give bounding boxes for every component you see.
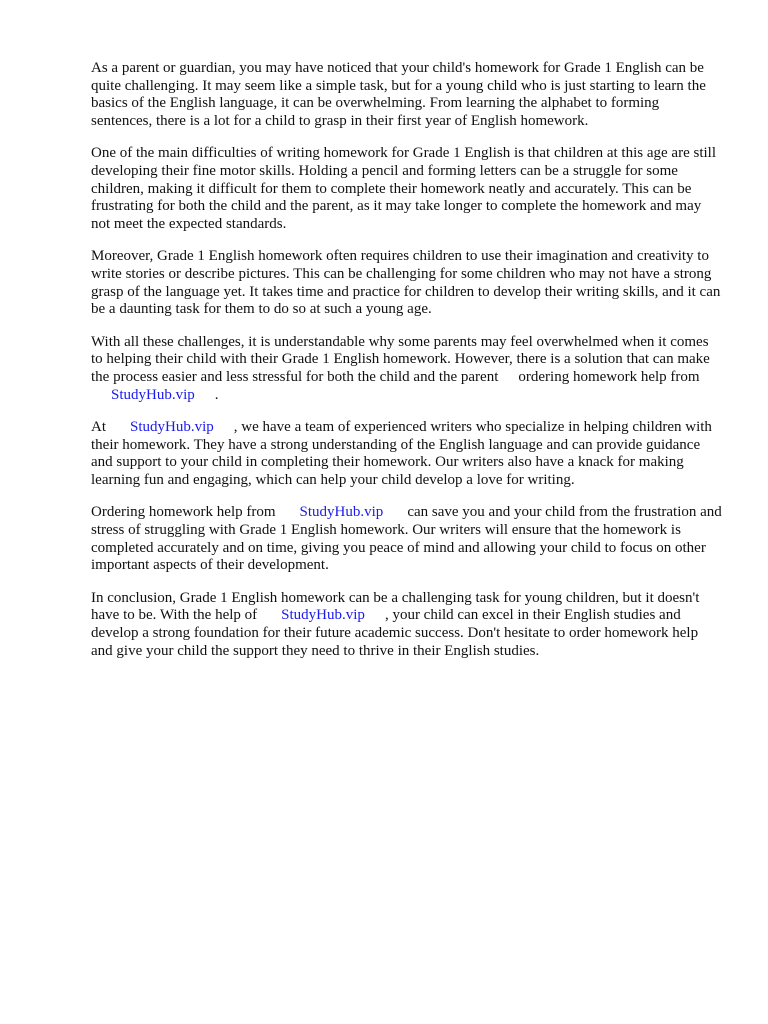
document-body bbox=[91, 60, 723, 675]
studyhub-link[interactable]: StudyHub.vip bbox=[299, 504, 384, 521]
paragraph-team bbox=[91, 419, 723, 489]
paragraph-conclusion bbox=[91, 590, 723, 660]
paragraph-intro-text: As a parent or guardian, you may have noticed that your child's homework for Grade 1 English can be quite challenging. It may seem like a simple task, but for a young child who is just starting to learn the basics of the English language, it can be overwhelming. From learning the alphabet to forming sentences, there is a lot for a child to grasp in their first year of English homework. bbox=[91, 60, 706, 129]
paragraph-motor-skills bbox=[91, 145, 723, 233]
paragraph-ordering-text-start: Ordering homework help from bbox=[91, 504, 276, 521]
paragraph-solution bbox=[91, 334, 723, 404]
paragraph-team-text-start: At bbox=[91, 419, 106, 436]
paragraph-intro bbox=[91, 60, 723, 130]
paragraph-creativity bbox=[91, 248, 723, 318]
paragraph-creativity-text: Moreover, Grade 1 English homework often requires children to use their imagination and creativity to write stories or describe pictures. This can be challenging for some children who may not have a strong grasp of the language yet. It takes time and practice for children to develop their writing skills, and it can be a daunting task for them to do so at such a young age. bbox=[91, 248, 721, 318]
studyhub-link[interactable]: StudyHub.vip bbox=[130, 419, 214, 436]
studyhub-link[interactable]: StudyHub.vip bbox=[281, 607, 365, 624]
paragraph-solution-text-middle: ordering homework help from bbox=[518, 368, 700, 385]
paragraph-solution-text: With all these challenges, it is understandable why some parents may feel overwhelmed when it comes to helping their child with their Grade 1 English homework. However, there is a solution that can make the process easier and less stressful for both the child and the parent bbox=[91, 333, 710, 385]
paragraph-motor-skills-text: One of the main difficulties of writing homework for Grade 1 English is that children at this age are still developing their fine motor skills. Holding a pencil and forming letters can be a struggle for some children, making it difficult for them to complete their homework neatly and accurately. This can be frustrating for both the child and the parent, as it may take longer to complete the homework and may not meet the expected standards. bbox=[91, 145, 716, 232]
paragraph-solution-text-end: . bbox=[214, 386, 219, 403]
paragraph-ordering bbox=[91, 504, 723, 574]
paragraph-team-text: , we have a team of experienced writers who specialize in helping children with their homework. They have a strong understanding of the English language and can provide guidance and support to your child in completing their homework. Our writers also have a knack for making learning fun and engaging, which can help your child develop a love for writing. bbox=[91, 419, 712, 488]
paragraph-conclusion-text-start: In conclusion, Grade 1 English homework can be a challenging task for young children, but it doesn't have to be. With the help of bbox=[91, 589, 700, 624]
studyhub-link[interactable]: StudyHub.vip bbox=[111, 386, 195, 403]
paragraph-conclusion-text: , your child can excel in their English studies and develop a strong foundation for their future academic success. Don't hesitate to order homework help and give your child the support they need to thrive in their English studies. bbox=[91, 607, 699, 659]
paragraph-ordering-text: can save you and your child from the frustration and stress of struggling with Grade 1 English homework. Our writers will ensure that the homework is completed accurately and on time, giving you peace of mind and allowing your child to focus on other important aspects of their development. bbox=[91, 504, 722, 574]
